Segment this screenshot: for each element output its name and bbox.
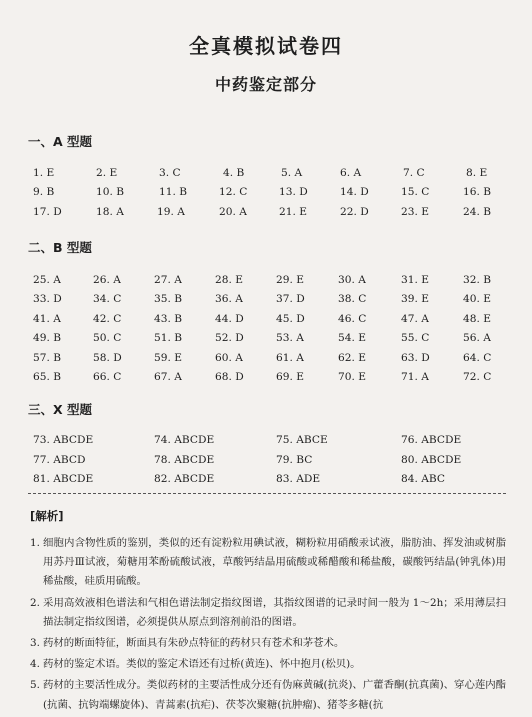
analysis-notes (30, 534, 506, 717)
answer-cell: 13. D (279, 186, 308, 199)
answer-cell: 23. E (401, 205, 429, 218)
answer-cell: 36. A (215, 293, 243, 306)
answer-row (33, 473, 503, 493)
section-a-heading: 一、A 型题 (28, 134, 93, 149)
answer-cell: 49. B (33, 332, 61, 345)
answer-cell: 63. D (401, 351, 430, 364)
answer-cell: 69. E (276, 370, 304, 383)
section-b-answers (33, 274, 503, 390)
answer-row (33, 332, 503, 351)
answer-row (33, 454, 503, 474)
answer-cell: 73. ABCDE (33, 434, 94, 446)
note-text: 采用高效液相色谱法和气相色谱法制定指纹图谱，其指纹图谱的记录时间一般为 1～2h；采用薄层扫描法制定指纹图谱，必须提供从原点到溶剂前沿的图谱。 (43, 596, 506, 628)
answer-cell: 50. C (93, 332, 122, 345)
answer-cell: 58. D (93, 351, 122, 364)
analysis-note (30, 676, 506, 714)
answer-cell: 77. ABCD (33, 453, 86, 466)
answer-cell: 53. A (276, 332, 304, 345)
answer-cell: 52. D (215, 332, 244, 345)
answer-cell: 83. ADE (276, 473, 321, 486)
analysis-note (30, 655, 506, 674)
answer-cell: 3. C (159, 167, 181, 179)
answer-cell: 2. E (96, 167, 118, 179)
section-x-answers (33, 434, 503, 493)
note-text: 药材的断面特征，断面具有朱砂点特征的药材只有苍术和茅苍术。 (43, 637, 345, 650)
answer-cell: 66. C (93, 370, 122, 383)
answer-cell: 6. A (340, 167, 362, 179)
answer-cell: 20. A (219, 205, 247, 218)
answer-cell: 81. ABCDE (33, 473, 94, 486)
analysis-note (30, 594, 506, 632)
answer-cell: 7. C (403, 167, 425, 179)
answer-cell: 4. B (223, 167, 245, 179)
answer-cell: 17. D (33, 205, 62, 218)
answer-row (33, 186, 503, 205)
answer-cell: 48. E (463, 312, 491, 325)
answer-cell: 68. D (215, 370, 244, 383)
answer-cell: 34. C (93, 293, 122, 306)
answer-cell: 38. C (338, 293, 367, 306)
answer-row (33, 352, 503, 371)
answer-cell: 15. C (401, 186, 430, 199)
answer-cell: 22. D (340, 205, 369, 218)
answer-cell: 60. A (215, 351, 243, 364)
answer-cell: 27. A (154, 274, 182, 286)
answer-cell: 18. A (96, 205, 124, 218)
answer-cell: 8. E (466, 167, 488, 179)
answer-row (33, 371, 503, 390)
answer-cell: 30. A (338, 274, 366, 286)
answer-cell: 31. E (401, 274, 429, 286)
answer-cell: 25. A (33, 274, 61, 286)
answer-cell: 19. A (157, 205, 185, 218)
answer-cell: 47. A (401, 312, 429, 325)
note-number: 3. (30, 637, 40, 650)
page-subtitle: 中药鉴定部分 (214, 75, 317, 94)
answer-cell: 43. B (154, 312, 182, 325)
answer-cell: 45. D (276, 312, 305, 325)
answer-cell: 41. A (33, 312, 61, 325)
answer-row (33, 206, 503, 225)
answer-cell: 28. E (215, 274, 243, 286)
note-number: 4. (30, 658, 40, 671)
answer-cell: 79. BC (276, 453, 313, 466)
answer-cell: 62. E (338, 351, 366, 364)
answer-cell: 33. D (33, 293, 62, 306)
answer-cell: 29. E (276, 274, 304, 286)
answer-cell: 39. E (401, 293, 429, 306)
answer-cell: 78. ABCDE (154, 453, 215, 466)
section-divider (28, 493, 506, 494)
answer-row (33, 313, 503, 332)
answer-cell: 51. B (154, 332, 182, 345)
section-a-answers (33, 167, 503, 225)
answer-cell: 57. B (33, 351, 61, 364)
answer-cell: 24. B (463, 205, 491, 218)
note-number: 2. (30, 596, 40, 609)
answer-cell: 55. C (401, 332, 430, 345)
page-title: 全真模拟试卷四 (189, 34, 343, 58)
note-text: 药材的鉴定术语。类似的鉴定术语还有过桥(黄连)、怀中抱月(松贝)。 (43, 658, 361, 671)
answer-cell: 75. ABCE (276, 434, 328, 446)
answer-row (33, 293, 503, 312)
section-x-heading: 三、X 型题 (28, 402, 92, 417)
answer-cell: 11. B (159, 186, 187, 199)
answer-cell: 10. B (96, 186, 124, 199)
answer-cell: 71. A (401, 370, 429, 383)
analysis-heading: [解析] (30, 509, 64, 523)
answer-cell: 82. ABCDE (154, 473, 215, 486)
answer-cell: 64. C (463, 351, 492, 364)
answer-cell: 14. D (340, 186, 369, 199)
answer-cell: 35. B (154, 293, 182, 306)
note-text: 细胞内含物性质的鉴别，类似的还有淀粉粒用碘试液，糊粉粒用硝酸汞试液，脂肪油、挥发油或树脂用苏丹Ⅲ试液，菊糖用苯酚硫酸试液，草酸钙结晶用硫酸或稀醋酸和稀盐酸，碳酸钙结晶(钟乳体)用稀盐酸，硅质用硫酸。 (43, 537, 506, 588)
answer-cell: 74. ABCDE (154, 434, 215, 446)
answer-cell: 12. C (219, 186, 248, 199)
note-number: 1. (30, 537, 40, 549)
answer-cell: 32. B (463, 274, 491, 286)
section-b-heading: 二、B 型题 (28, 240, 92, 255)
answer-cell: 56. A (463, 332, 491, 345)
answer-row (33, 167, 503, 186)
answer-cell: 67. A (154, 370, 182, 383)
answer-cell: 44. D (215, 312, 244, 325)
answer-cell: 70. E (338, 370, 366, 383)
note-number: 5. (30, 679, 40, 692)
answer-row (33, 274, 503, 293)
answer-cell: 72. C (463, 370, 492, 383)
analysis-note (30, 634, 506, 653)
note-text: 药材的主要活性成分。类似药材的主要活性成分还有伪麻黄碱(抗炎)、广藿香酮(抗真菌)、穿心莲内酯(抗菌、抗钩端螺旋体)、青蒿素(抗疟)、茯苓次聚糖(抗肿瘤)、猪苓多糖(抗 (43, 679, 507, 711)
answer-cell: 76. ABCDE (401, 434, 462, 446)
answer-cell: 16. B (463, 186, 491, 199)
answer-cell: 84. ABC (401, 473, 445, 486)
answer-cell: 37. D (276, 293, 305, 306)
answer-cell: 21. E (279, 205, 307, 218)
answer-cell: 65. B (33, 370, 61, 383)
answer-cell: 1. E (33, 167, 55, 179)
answer-cell: 61. A (276, 351, 304, 364)
answer-cell: 46. C (338, 312, 367, 325)
answer-cell: 40. E (463, 293, 491, 306)
answer-cell: 5. A (281, 167, 303, 179)
answer-cell: 26. A (93, 274, 121, 286)
answer-cell: 54. E (338, 332, 366, 345)
answer-cell: 59. E (154, 351, 182, 364)
answer-cell: 9. B (33, 186, 55, 199)
answer-row (33, 434, 503, 454)
answer-cell: 42. C (93, 312, 122, 325)
answer-cell: 80. ABCDE (401, 453, 462, 466)
analysis-note (30, 534, 506, 592)
